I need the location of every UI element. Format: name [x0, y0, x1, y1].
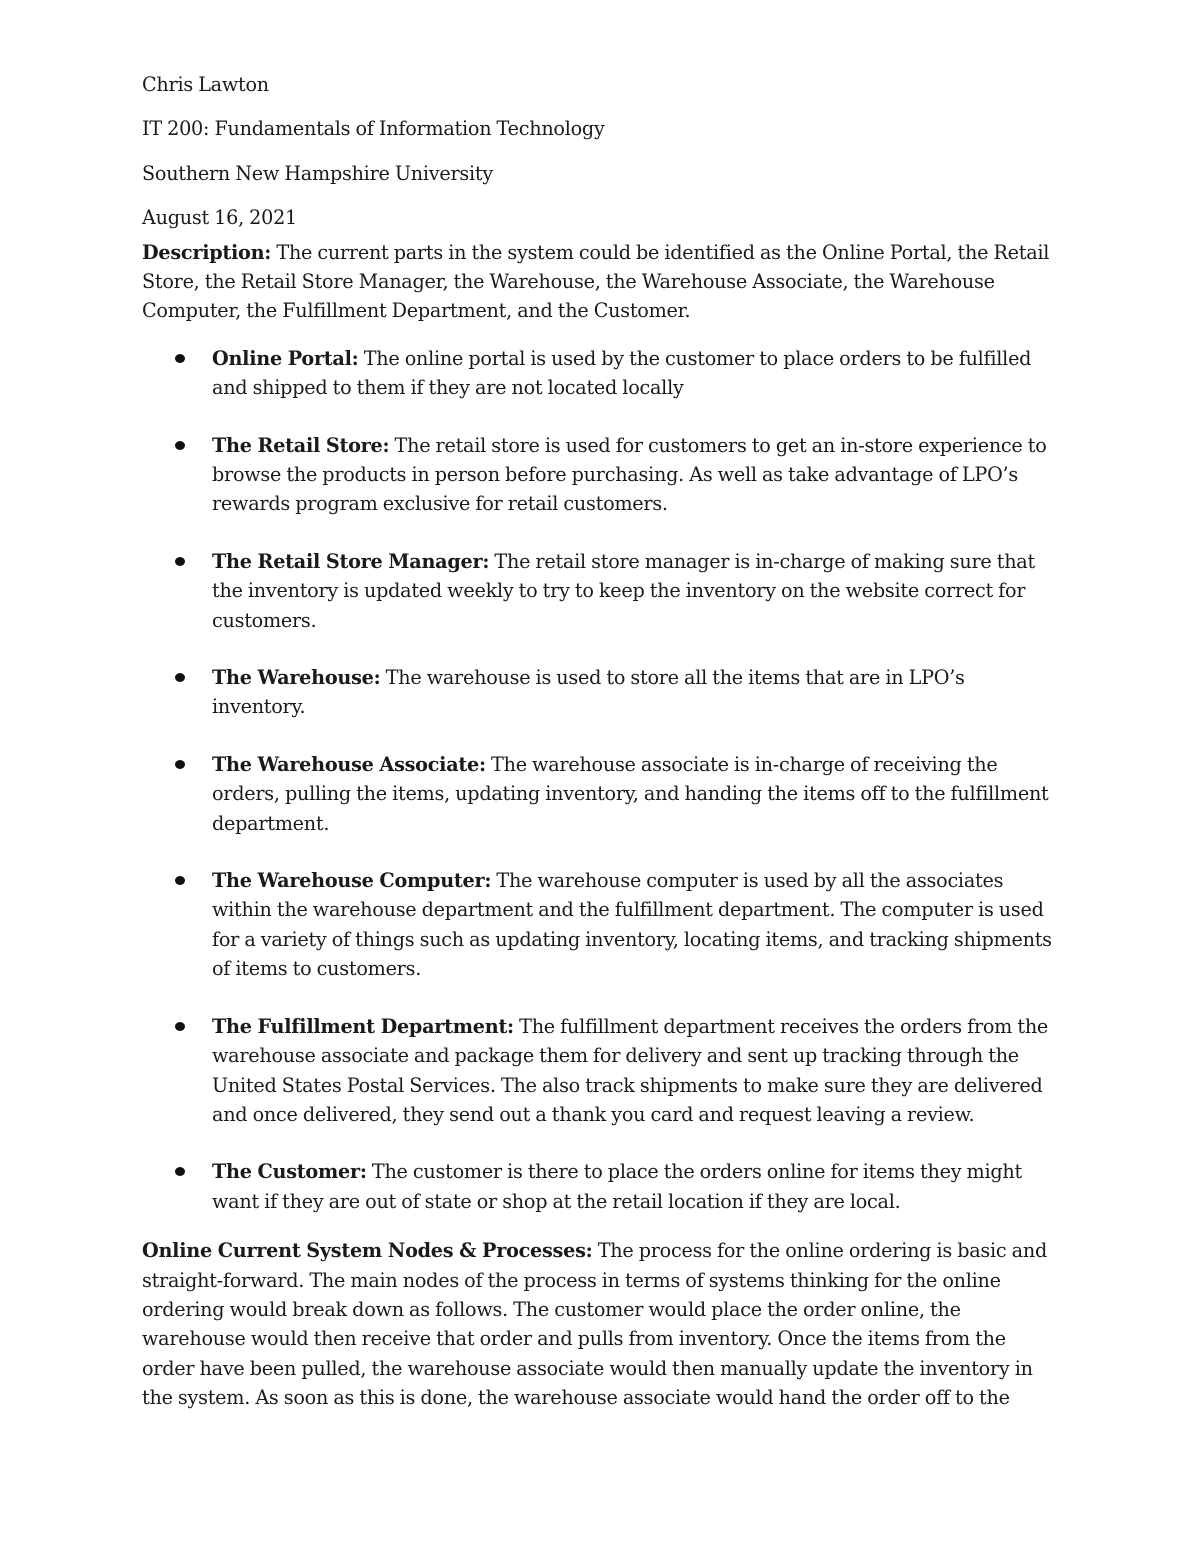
bullet-icon [175, 1022, 185, 1031]
bullet-icon [175, 876, 185, 885]
list-item [142, 663, 1062, 722]
description-text: The current parts in the system could be identified as the Online Portal, the Retail Store, the Retail Store Manager, the Warehouse, the Warehouse Associate, the Warehouse Computer, the Fulfillment Department, and the Customer. [142, 240, 1050, 323]
description-label: Description: [142, 240, 272, 264]
bullet-icon [175, 1167, 185, 1176]
document-date: August 16, 2021 [142, 206, 298, 230]
item-label: Online Portal: [212, 346, 359, 370]
item-text: The warehouse is used to store all the items that are in LPO’s inventory. [212, 666, 965, 719]
author-name: Chris Lawton [142, 73, 269, 96]
bullet-icon [175, 557, 185, 566]
item-text: The warehouse computer is used by all the associates within the warehouse department and the fulfillment department. The computer is used for a variety of things such as updating inventory, locating items, and tracking shipments of items to customers. [212, 869, 1052, 981]
components-list [142, 344, 1062, 1216]
list-item [142, 547, 1062, 635]
item-text: The retail store manager is in-charge of making sure that the inventory is updated weekly to try to keep the inventory on the website correct for customers. [212, 549, 1035, 632]
item-label: The Retail Store: [212, 433, 390, 457]
list-item [142, 1012, 1062, 1130]
bullet-icon [175, 354, 185, 363]
item-text: The customer is there to place the orders online for items they might want if they are out of state or shop at the retail location if they are local. [212, 1160, 1022, 1213]
item-label: The Customer: [212, 1160, 367, 1184]
online-process-label: Online Current System Nodes & Processes: [142, 1239, 593, 1263]
list-item [142, 1157, 1062, 1216]
document-page [142, 70, 1062, 1413]
item-text: The retail store is used for customers to get an in-store experience to browse the products in person before purchasing. As well as take advantage of LPO’s rewards program exclusive for retail customers. [212, 433, 1047, 516]
list-item [142, 344, 1062, 403]
course-title: IT 200: Fundamentals of Information Technology [142, 117, 605, 141]
online-process-paragraph [142, 1236, 1062, 1412]
item-label: The Warehouse Computer: [212, 869, 492, 893]
online-process-text: The process for the online ordering is basic and straight-forward. The main nodes of the process in terms of systems thinking for the online ordering would break down as follows. The customer would place the order online, the warehouse would then receive that order and pulls from inventory. Once the items from the order have been pulled, the warehouse associate would then manually update the inventory in the system. As soon as this is done, the warehouse associate would hand the order off to the [142, 1239, 1047, 1410]
university-name: Southern New Hampshire University [142, 161, 493, 185]
bullet-icon [175, 760, 185, 769]
bullet-icon [175, 673, 185, 682]
item-label: The Fulfillment Department: [212, 1014, 514, 1038]
bullet-icon [175, 441, 185, 450]
item-text: The online portal is used by the customer to place orders to be fulfilled and shipped to them if they are not located locally [212, 346, 1032, 400]
item-label: The Retail Store Manager: [212, 549, 490, 573]
list-item [142, 431, 1062, 519]
item-label: The Warehouse Associate: [212, 752, 486, 776]
item-text: The fulfillment department receives the orders from the warehouse associate and package them for delivery and sent up tracking through the United States Postal Services. The also track shipments to make sure they are delivered and once delivered, they send out a thank you card and request leaving a review. [212, 1014, 1049, 1126]
item-label: The Warehouse: [212, 666, 381, 690]
list-item [142, 866, 1062, 984]
list-item [142, 750, 1062, 838]
item-text: The warehouse associate is in-charge of receiving the orders, pulling the items, updating inventory, and handing the items off to the fulfillment department. [212, 752, 1049, 835]
description-paragraph [142, 238, 1062, 326]
